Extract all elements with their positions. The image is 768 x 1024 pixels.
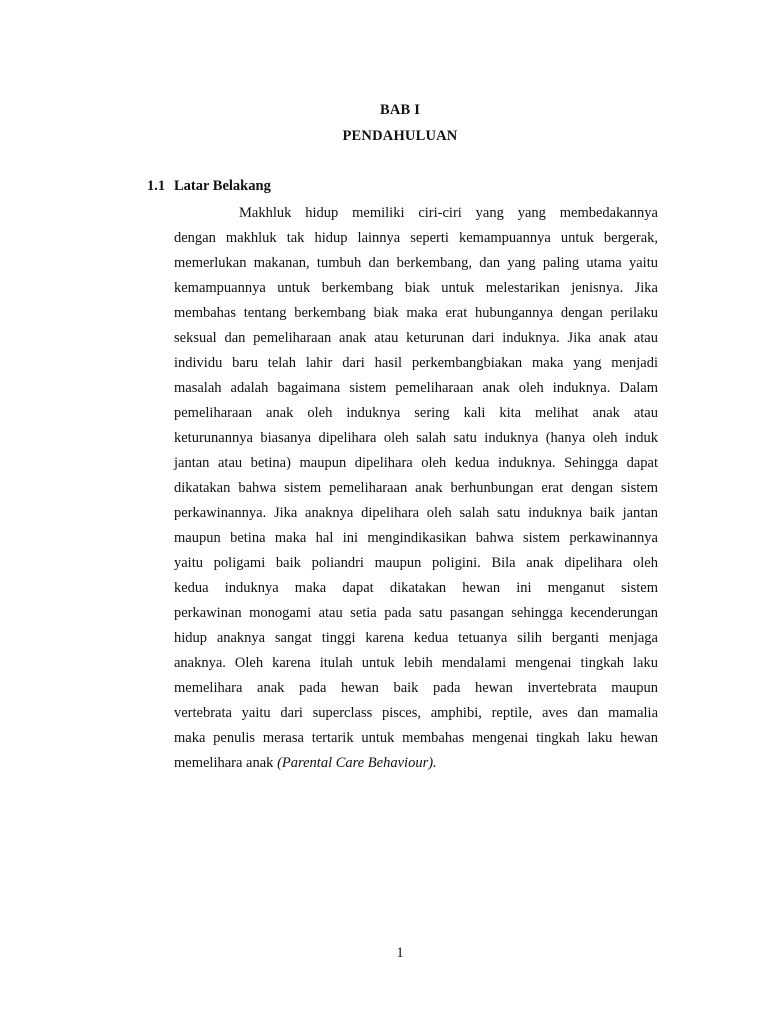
paragraph-line: seksual dan pemeliharaan anak atau keturunan dari induknya. Jika anak atau: [174, 330, 658, 346]
last-line-italic-term: (Parental Care Behaviour).: [277, 755, 437, 771]
paragraph-line: jantan atau betina) maupun dipelihara oleh kedua induknya. Sehingga dapat: [174, 455, 658, 471]
paragraph-line: masalah adalah bagaimana sistem pemeliharaan anak oleh induknya. Dalam: [174, 380, 658, 396]
paragraph-line: dikatakan bahwa sistem pemeliharaan anak berhunbungan erat dengan sistem: [174, 480, 658, 496]
paragraph-line: perkawinan monogami atau setia pada satu pasangan sehingga kecenderungan: [174, 605, 658, 621]
chapter-title: PENDAHULUAN: [342, 128, 458, 144]
paragraph-line: hidup anaknya sangat tinggi karena kedua tetuanya silih berganti menjaga: [174, 630, 658, 646]
paragraph-line: anaknya. Oleh karena itulah untuk lebih mendalami mengenai tingkah laku: [174, 655, 658, 671]
last-line-text: memelihara anak: [174, 755, 274, 771]
paragraph-line: vertebrata yaitu dari superclass pisces, amphibi, reptile, aves dan mamalia: [174, 705, 658, 721]
paragraph-line: kemampuannya untuk berkembang biak untuk melestarikan jenisnya. Jika: [174, 280, 658, 296]
paragraph-line: kedua induknya maka dapat dikatakan hewan ini menganut sistem: [174, 580, 658, 596]
paragraph-line: maupun betina maka hal ini mengindikasikan bahwa sistem perkawinannya: [174, 530, 658, 546]
paragraph-line: memerlukan makanan, tumbuh dan berkembang, dan yang paling utama yaitu: [174, 255, 658, 271]
page-number: 1: [396, 945, 404, 961]
paragraph-line: keturunannya biasanya dipelihara oleh salah satu induknya (hanya oleh induk: [174, 430, 658, 446]
paragraph-line: Makhluk hidup memiliki ciri-ciri yang yang membedakannya: [239, 205, 658, 221]
paragraph-line: dengan makhluk tak hidup lainnya seperti kemampuannya untuk bergerak,: [174, 230, 658, 246]
paragraph-line: individu baru telah lahir dari hasil perkembangbiakan maka yang menjadi: [174, 355, 658, 371]
paragraph-line: yaitu poligami baik poliandri maupun poligini. Bila anak dipelihara oleh: [174, 555, 658, 571]
section-heading: [147, 178, 271, 195]
paragraph-line: memelihara anak pada hewan baik pada hewan invertebrata maupun: [174, 680, 658, 696]
paragraph-line: pemeliharaan anak oleh induknya sering kali kita melihat anak atau: [174, 405, 658, 421]
chapter-number: BAB I: [379, 102, 421, 118]
section-number: 1.1: [147, 178, 166, 194]
section-title: Latar Belakang: [174, 178, 271, 194]
paragraph-line: perkawinannya. Jika anaknya dipelihara oleh salah satu induknya baik jantan: [174, 505, 658, 521]
paragraph-line: membahas tentang berkembang biak maka erat hubungannya dengan perilaku: [174, 305, 658, 321]
paragraph-line: maka penulis merasa tertarik untuk membahas mengenai tingkah laku hewan: [174, 730, 658, 746]
paragraph-last-line: [174, 754, 658, 772]
